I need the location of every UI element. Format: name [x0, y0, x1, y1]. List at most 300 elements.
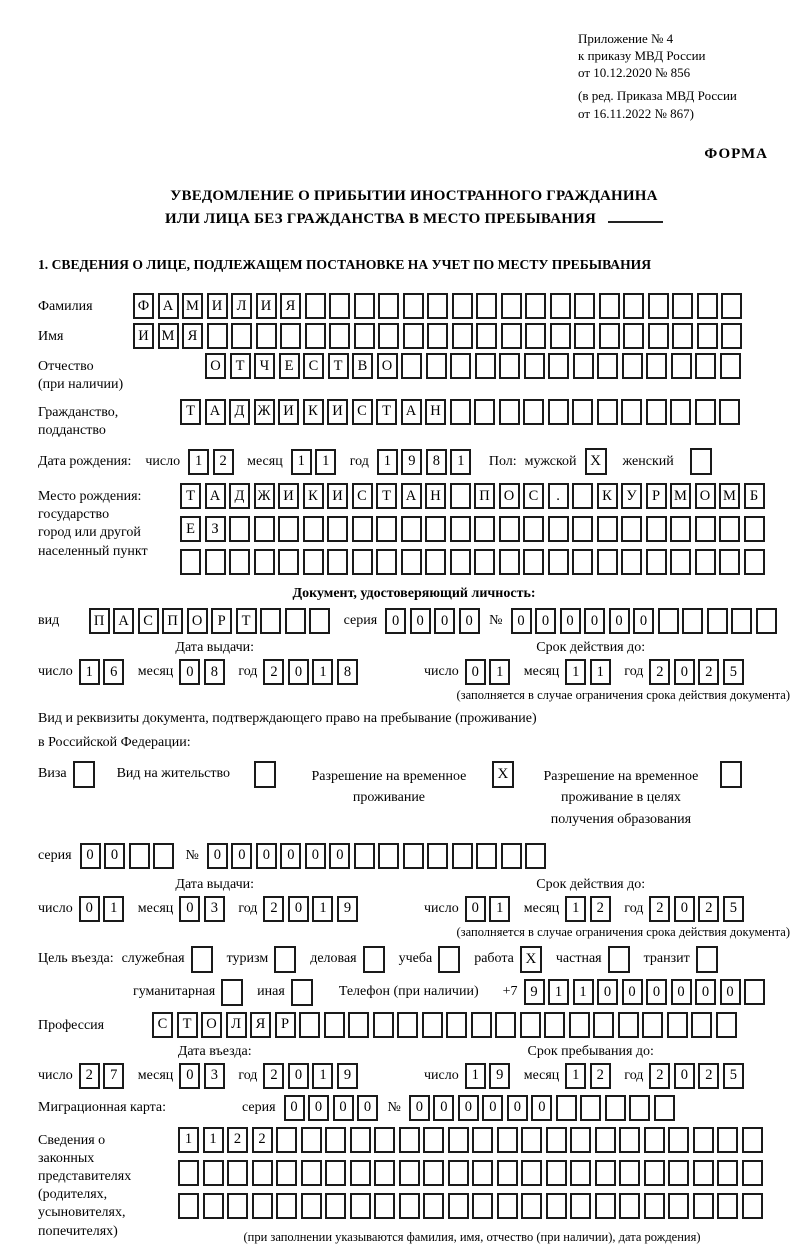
form-cell[interactable] [668, 1127, 689, 1153]
form-cell[interactable]: Н [425, 399, 446, 425]
form-cell[interactable]: 0 [511, 608, 532, 634]
form-cell[interactable]: 2 [649, 659, 670, 685]
form-cell[interactable] [499, 516, 520, 542]
form-cell[interactable]: В [352, 353, 373, 379]
form-cell[interactable]: 0 [458, 1095, 479, 1121]
form-cell[interactable]: 9 [489, 1063, 510, 1089]
form-cell[interactable]: М [182, 293, 203, 319]
form-cell[interactable]: О [695, 483, 716, 509]
form-cell[interactable] [497, 1127, 518, 1153]
form-cell[interactable]: 1 [590, 659, 611, 685]
form-cell[interactable] [129, 843, 150, 869]
form-cell[interactable] [378, 843, 399, 869]
form-cell[interactable]: К [597, 483, 618, 509]
form-cell[interactable]: О [201, 1012, 222, 1038]
form-cell[interactable]: Р [211, 608, 232, 634]
form-cell[interactable] [446, 1012, 467, 1038]
form-cell[interactable]: 0 [79, 896, 100, 922]
form-cell[interactable]: 1 [565, 896, 586, 922]
female-checkbox[interactable] [690, 448, 712, 475]
form-cell[interactable] [348, 1012, 369, 1038]
form-cell[interactable]: 0 [597, 979, 618, 1005]
form-cell[interactable]: И [256, 293, 277, 319]
form-cell[interactable] [450, 353, 471, 379]
form-cell[interactable] [452, 323, 473, 349]
form-cell[interactable] [629, 1095, 650, 1121]
form-cell[interactable]: 2 [213, 449, 234, 475]
form-cell[interactable]: А [401, 483, 422, 509]
form-cell[interactable] [570, 1127, 591, 1153]
form-cell[interactable]: 2 [590, 896, 611, 922]
form-cell[interactable]: А [158, 293, 179, 319]
form-cell[interactable] [648, 323, 669, 349]
form-cell[interactable] [305, 323, 326, 349]
form-cell[interactable] [695, 549, 716, 575]
form-cell[interactable]: 0 [329, 843, 350, 869]
form-cell[interactable]: О [205, 353, 226, 379]
form-cell[interactable]: 0 [671, 979, 692, 1005]
form-cell[interactable] [256, 323, 277, 349]
form-cell[interactable]: Т [328, 353, 349, 379]
form-cell[interactable] [327, 516, 348, 542]
form-cell[interactable] [623, 323, 644, 349]
form-cell[interactable] [642, 1012, 663, 1038]
form-cell[interactable]: С [152, 1012, 173, 1038]
form-cell[interactable]: Н [425, 483, 446, 509]
form-cell[interactable] [574, 293, 595, 319]
form-cell[interactable] [622, 353, 643, 379]
form-cell[interactable] [521, 1193, 542, 1219]
form-cell[interactable] [324, 1012, 345, 1038]
form-cell[interactable]: А [401, 399, 422, 425]
form-cell[interactable] [299, 1012, 320, 1038]
purpose-business-checkbox[interactable] [363, 946, 385, 973]
form-cell[interactable] [354, 293, 375, 319]
form-cell[interactable] [580, 1095, 601, 1121]
form-cell[interactable] [427, 843, 448, 869]
form-cell[interactable]: 0 [674, 896, 695, 922]
form-cell[interactable]: 0 [459, 608, 480, 634]
form-cell[interactable] [301, 1193, 322, 1219]
form-cell[interactable] [646, 399, 667, 425]
form-cell[interactable]: Л [226, 1012, 247, 1038]
form-cell[interactable] [254, 516, 275, 542]
form-cell[interactable] [471, 1012, 492, 1038]
form-cell[interactable] [667, 1012, 688, 1038]
form-cell[interactable]: Р [646, 483, 667, 509]
form-cell[interactable]: О [499, 483, 520, 509]
form-cell[interactable] [350, 1160, 371, 1186]
form-cell[interactable] [207, 323, 228, 349]
form-cell[interactable]: 2 [227, 1127, 248, 1153]
male-checkbox[interactable]: X [585, 448, 607, 475]
form-cell[interactable]: И [278, 483, 299, 509]
form-cell[interactable] [597, 399, 618, 425]
form-cell[interactable] [548, 353, 569, 379]
form-cell[interactable] [227, 1160, 248, 1186]
form-cell[interactable] [401, 353, 422, 379]
form-cell[interactable]: 0 [646, 979, 667, 1005]
form-cell[interactable] [325, 1160, 346, 1186]
form-cell[interactable]: 1 [79, 659, 100, 685]
form-cell[interactable] [376, 516, 397, 542]
form-cell[interactable] [352, 549, 373, 575]
form-cell[interactable] [523, 549, 544, 575]
form-cell[interactable] [501, 323, 522, 349]
form-cell[interactable] [450, 483, 471, 509]
form-cell[interactable] [203, 1160, 224, 1186]
form-cell[interactable] [744, 549, 765, 575]
form-cell[interactable] [695, 399, 716, 425]
form-cell[interactable]: 0 [622, 979, 643, 1005]
form-cell[interactable] [593, 1012, 614, 1038]
form-cell[interactable]: И [207, 293, 228, 319]
form-cell[interactable] [499, 549, 520, 575]
form-cell[interactable]: 2 [263, 1063, 284, 1089]
form-cell[interactable]: 0 [674, 659, 695, 685]
form-cell[interactable]: 5 [723, 1063, 744, 1089]
form-cell[interactable] [524, 353, 545, 379]
purpose-other-checkbox[interactable] [291, 979, 313, 1006]
form-cell[interactable] [425, 516, 446, 542]
form-cell[interactable] [597, 516, 618, 542]
form-cell[interactable] [520, 1012, 541, 1038]
form-cell[interactable] [646, 549, 667, 575]
form-cell[interactable] [427, 323, 448, 349]
purpose-study-checkbox[interactable] [438, 946, 460, 973]
form-cell[interactable] [646, 353, 667, 379]
form-cell[interactable] [472, 1127, 493, 1153]
form-cell[interactable] [425, 549, 446, 575]
form-cell[interactable]: Т [177, 1012, 198, 1038]
form-cell[interactable] [618, 1012, 639, 1038]
form-cell[interactable] [399, 1127, 420, 1153]
form-cell[interactable]: 1 [103, 896, 124, 922]
form-cell[interactable] [573, 353, 594, 379]
form-cell[interactable]: Л [231, 293, 252, 319]
form-cell[interactable]: Е [279, 353, 300, 379]
form-cell[interactable]: А [205, 483, 226, 509]
form-cell[interactable] [716, 1012, 737, 1038]
form-cell[interactable]: А [205, 399, 226, 425]
form-cell[interactable] [550, 293, 571, 319]
form-cell[interactable] [595, 1193, 616, 1219]
form-cell[interactable] [717, 1127, 738, 1153]
form-cell[interactable]: 8 [426, 449, 447, 475]
form-cell[interactable] [548, 399, 569, 425]
form-cell[interactable] [550, 323, 571, 349]
form-cell[interactable] [742, 1127, 763, 1153]
form-cell[interactable]: 2 [263, 659, 284, 685]
form-cell[interactable] [374, 1193, 395, 1219]
form-cell[interactable] [399, 1193, 420, 1219]
form-cell[interactable] [572, 399, 593, 425]
form-cell[interactable] [697, 323, 718, 349]
form-cell[interactable] [252, 1193, 273, 1219]
form-cell[interactable]: 0 [305, 843, 326, 869]
form-cell[interactable] [450, 549, 471, 575]
form-cell[interactable]: Т [180, 399, 201, 425]
form-cell[interactable] [397, 1012, 418, 1038]
form-cell[interactable] [303, 516, 324, 542]
form-cell[interactable] [570, 1193, 591, 1219]
residence-permit-checkbox[interactable] [254, 761, 276, 788]
form-cell[interactable]: И [278, 399, 299, 425]
form-cell[interactable] [572, 483, 593, 509]
form-cell[interactable] [448, 1127, 469, 1153]
form-cell[interactable]: Ж [254, 399, 275, 425]
form-cell[interactable] [476, 843, 497, 869]
form-cell[interactable]: 1 [312, 659, 333, 685]
form-cell[interactable] [569, 1012, 590, 1038]
form-cell[interactable]: 3 [204, 1063, 225, 1089]
form-cell[interactable] [597, 549, 618, 575]
form-cell[interactable]: 0 [357, 1095, 378, 1121]
form-cell[interactable]: 0 [80, 843, 101, 869]
form-cell[interactable] [476, 323, 497, 349]
form-cell[interactable] [644, 1193, 665, 1219]
form-cell[interactable]: 0 [633, 608, 654, 634]
purpose-work-checkbox[interactable]: X [520, 946, 542, 973]
form-cell[interactable]: 0 [609, 608, 630, 634]
form-cell[interactable]: Т [180, 483, 201, 509]
form-cell[interactable] [717, 1193, 738, 1219]
form-cell[interactable]: 0 [482, 1095, 503, 1121]
form-cell[interactable] [448, 1160, 469, 1186]
form-cell[interactable]: 0 [284, 1095, 305, 1121]
form-cell[interactable] [671, 353, 692, 379]
form-cell[interactable]: 0 [179, 896, 200, 922]
form-cell[interactable] [621, 399, 642, 425]
form-cell[interactable]: 9 [401, 449, 422, 475]
form-cell[interactable]: 0 [720, 979, 741, 1005]
form-cell[interactable]: 7 [103, 1063, 124, 1089]
form-cell[interactable]: 1 [565, 659, 586, 685]
form-cell[interactable]: М [670, 483, 691, 509]
form-cell[interactable]: 0 [179, 659, 200, 685]
form-cell[interactable] [452, 843, 473, 869]
temp-residence-checkbox[interactable]: X [492, 761, 514, 788]
form-cell[interactable] [450, 516, 471, 542]
form-cell[interactable] [373, 1012, 394, 1038]
form-cell[interactable] [153, 843, 174, 869]
form-cell[interactable]: И [133, 323, 154, 349]
form-cell[interactable] [378, 323, 399, 349]
form-cell[interactable] [203, 1193, 224, 1219]
form-cell[interactable] [497, 1193, 518, 1219]
form-cell[interactable]: 0 [433, 1095, 454, 1121]
form-cell[interactable]: Д [229, 483, 250, 509]
form-cell[interactable] [691, 1012, 712, 1038]
form-cell[interactable] [742, 1193, 763, 1219]
form-cell[interactable]: 1 [489, 896, 510, 922]
form-cell[interactable] [499, 399, 520, 425]
purpose-humanitarian-checkbox[interactable] [221, 979, 243, 1006]
form-cell[interactable]: 2 [649, 896, 670, 922]
form-cell[interactable] [276, 1160, 297, 1186]
form-cell[interactable]: 0 [674, 1063, 695, 1089]
form-cell[interactable] [695, 516, 716, 542]
form-cell[interactable]: Ч [254, 353, 275, 379]
form-cell[interactable] [672, 293, 693, 319]
form-cell[interactable] [205, 549, 226, 575]
form-cell[interactable] [525, 843, 546, 869]
form-cell[interactable] [427, 293, 448, 319]
purpose-official-checkbox[interactable] [191, 946, 213, 973]
form-cell[interactable] [697, 293, 718, 319]
form-cell[interactable] [403, 293, 424, 319]
form-cell[interactable] [546, 1193, 567, 1219]
form-cell[interactable] [668, 1193, 689, 1219]
form-cell[interactable] [475, 353, 496, 379]
purpose-transit-checkbox[interactable] [696, 946, 718, 973]
form-cell[interactable]: 0 [280, 843, 301, 869]
form-cell[interactable] [525, 323, 546, 349]
form-cell[interactable]: Ж [254, 483, 275, 509]
form-cell[interactable]: 0 [560, 608, 581, 634]
form-cell[interactable]: 3 [204, 896, 225, 922]
form-cell[interactable]: 0 [531, 1095, 552, 1121]
form-cell[interactable] [472, 1160, 493, 1186]
form-cell[interactable] [305, 293, 326, 319]
form-cell[interactable] [572, 549, 593, 575]
form-cell[interactable] [426, 353, 447, 379]
form-cell[interactable]: С [138, 608, 159, 634]
form-cell[interactable]: 0 [288, 659, 309, 685]
form-cell[interactable] [720, 353, 741, 379]
form-cell[interactable] [180, 549, 201, 575]
form-cell[interactable]: 0 [104, 843, 125, 869]
form-cell[interactable] [546, 1160, 567, 1186]
form-cell[interactable] [644, 1127, 665, 1153]
form-cell[interactable]: 0 [385, 608, 406, 634]
form-cell[interactable] [744, 516, 765, 542]
form-cell[interactable] [556, 1095, 577, 1121]
form-cell[interactable] [570, 1160, 591, 1186]
form-cell[interactable]: 0 [507, 1095, 528, 1121]
form-cell[interactable]: 1 [573, 979, 594, 1005]
form-cell[interactable] [695, 353, 716, 379]
form-cell[interactable] [374, 1160, 395, 1186]
form-cell[interactable] [501, 293, 522, 319]
form-cell[interactable]: Т [376, 399, 397, 425]
form-cell[interactable] [644, 1160, 665, 1186]
form-cell[interactable] [523, 516, 544, 542]
form-cell[interactable]: О [187, 608, 208, 634]
visa-checkbox[interactable] [73, 761, 95, 788]
form-cell[interactable]: 0 [231, 843, 252, 869]
form-cell[interactable]: 0 [535, 608, 556, 634]
form-cell[interactable]: 0 [465, 896, 486, 922]
form-cell[interactable]: 0 [465, 659, 486, 685]
form-cell[interactable] [648, 293, 669, 319]
form-cell[interactable]: 5 [723, 659, 744, 685]
form-cell[interactable] [354, 323, 375, 349]
form-cell[interactable]: П [89, 608, 110, 634]
form-cell[interactable] [756, 608, 777, 634]
form-cell[interactable] [401, 516, 422, 542]
form-cell[interactable] [646, 516, 667, 542]
form-cell[interactable] [474, 399, 495, 425]
form-cell[interactable] [301, 1127, 322, 1153]
form-cell[interactable] [474, 549, 495, 575]
form-cell[interactable] [376, 549, 397, 575]
form-cell[interactable] [719, 549, 740, 575]
form-cell[interactable] [595, 1160, 616, 1186]
form-cell[interactable]: М [158, 323, 179, 349]
form-cell[interactable]: 0 [207, 843, 228, 869]
form-cell[interactable] [719, 516, 740, 542]
form-cell[interactable] [350, 1193, 371, 1219]
form-cell[interactable] [525, 293, 546, 319]
form-cell[interactable] [707, 608, 728, 634]
form-cell[interactable] [599, 293, 620, 319]
form-cell[interactable]: 2 [698, 1063, 719, 1089]
form-cell[interactable] [670, 516, 691, 542]
form-cell[interactable]: П [474, 483, 495, 509]
form-cell[interactable]: 8 [204, 659, 225, 685]
form-cell[interactable]: Я [182, 323, 203, 349]
temp-residence-education-checkbox[interactable] [720, 761, 742, 788]
form-cell[interactable]: И [327, 483, 348, 509]
form-cell[interactable]: 0 [256, 843, 277, 869]
form-cell[interactable]: 0 [288, 896, 309, 922]
form-cell[interactable] [474, 516, 495, 542]
form-cell[interactable] [325, 1193, 346, 1219]
form-cell[interactable]: К [303, 483, 324, 509]
form-cell[interactable] [744, 979, 765, 1005]
form-cell[interactable]: 1 [548, 979, 569, 1005]
form-cell[interactable] [605, 1095, 626, 1121]
form-cell[interactable] [276, 1127, 297, 1153]
form-cell[interactable] [327, 549, 348, 575]
form-cell[interactable] [548, 549, 569, 575]
form-cell[interactable] [260, 608, 281, 634]
form-cell[interactable]: 2 [698, 896, 719, 922]
form-cell[interactable]: 1 [377, 449, 398, 475]
form-cell[interactable] [472, 1193, 493, 1219]
form-cell[interactable] [227, 1193, 248, 1219]
form-cell[interactable]: Ф [133, 293, 154, 319]
form-cell[interactable] [693, 1193, 714, 1219]
form-cell[interactable] [423, 1160, 444, 1186]
form-cell[interactable] [309, 608, 330, 634]
form-cell[interactable]: . [548, 483, 569, 509]
form-cell[interactable] [229, 516, 250, 542]
form-cell[interactable] [621, 549, 642, 575]
form-cell[interactable]: 0 [409, 1095, 430, 1121]
form-cell[interactable] [423, 1127, 444, 1153]
form-cell[interactable]: З [205, 516, 226, 542]
form-cell[interactable] [619, 1160, 640, 1186]
form-cell[interactable] [252, 1160, 273, 1186]
form-cell[interactable]: 0 [308, 1095, 329, 1121]
form-cell[interactable] [499, 353, 520, 379]
form-cell[interactable] [278, 516, 299, 542]
form-cell[interactable] [325, 1127, 346, 1153]
form-cell[interactable] [668, 1160, 689, 1186]
form-cell[interactable] [403, 843, 424, 869]
form-cell[interactable]: С [352, 399, 373, 425]
form-cell[interactable]: И [327, 399, 348, 425]
form-cell[interactable]: 1 [178, 1127, 199, 1153]
form-cell[interactable]: 5 [723, 896, 744, 922]
form-cell[interactable]: 0 [695, 979, 716, 1005]
form-cell[interactable]: У [621, 483, 642, 509]
form-cell[interactable] [403, 323, 424, 349]
form-cell[interactable]: Т [230, 353, 251, 379]
form-cell[interactable] [399, 1160, 420, 1186]
